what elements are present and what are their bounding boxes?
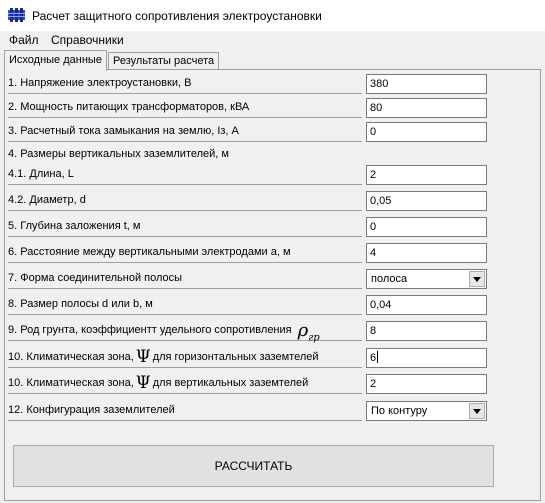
row-vertical-sizes-header: [8, 146, 488, 162]
electrode-distance-label: 6. Расстояние между вертикальными электродами а, м: [8, 242, 362, 263]
configuration-value: По контуру: [371, 405, 428, 417]
menu-bar: [0, 31, 545, 49]
climate-horizontal-label: 10. Климатическая зона, Ψ для горизонтальных заземтелей: [8, 347, 362, 368]
tab-input-data[interactable]: Исходные данные: [4, 50, 107, 71]
strip-shape-label: 7. Форма соединительной полосы: [8, 268, 362, 289]
row-voltage: [8, 73, 488, 94]
soil-type-label: [8, 320, 362, 344]
configuration-label: 12. Конфигурация заземлителей: [8, 400, 362, 421]
menu-file[interactable]: Файл: [9, 33, 39, 47]
vertical-sizes-label: 4. Размеры вертикальных заземлителей, м: [8, 148, 229, 160]
psi-symbol: Ψ: [135, 373, 151, 393]
calculate-button[interactable]: РАССЧИТАТЬ: [13, 445, 494, 487]
row-electrode-distance: [8, 242, 488, 263]
voltage-input[interactable]: [366, 74, 487, 94]
row-climate-vertical: [8, 373, 488, 394]
strip-shape-value: полоса: [371, 273, 408, 285]
diameter-label: 4.2. Диаметр, d: [8, 190, 362, 211]
climate-vertical-input[interactable]: [366, 374, 487, 394]
row-configuration: [8, 400, 488, 421]
row-diameter: [8, 190, 488, 211]
strip-size-label: 8. Размер полосы d или b, м: [8, 294, 362, 315]
row-length: [8, 164, 488, 185]
title-bar: [0, 0, 545, 31]
row-transformer-power: [8, 97, 488, 118]
soil-type-text: 9. Род грунта, коэффициентт удельного сопротивления: [8, 324, 292, 336]
transformer-power-label: 2. Мощность питающих трансформаторов, кВА: [8, 97, 362, 118]
rho-symbol: $\rho_{гр}$: [297, 320, 320, 344]
row-depth: [8, 216, 488, 237]
chevron-down-icon[interactable]: [469, 271, 485, 287]
row-strip-shape: [8, 268, 488, 289]
depth-label: 5. Глубина заложения t, м: [8, 216, 362, 237]
soil-type-input[interactable]: [366, 321, 487, 341]
row-soil-type: [8, 320, 488, 344]
length-label: 4.1. Длина, L: [8, 164, 362, 185]
psi-symbol: Ψ: [135, 347, 151, 367]
depth-input[interactable]: [366, 217, 487, 237]
transformer-power-input[interactable]: [366, 98, 487, 118]
row-climate-horizontal: [8, 347, 488, 368]
tab-strip: [4, 50, 541, 70]
strip-shape-select[interactable]: [366, 269, 487, 289]
length-input[interactable]: [366, 165, 487, 185]
strip-size-input[interactable]: [366, 295, 487, 315]
climate-vertical-label: 10. Климатическая зона, Ψ для вертикальных заземтелей: [8, 373, 362, 394]
electrode-distance-input[interactable]: [366, 243, 487, 263]
text-caret: [377, 351, 378, 363]
row-fault-current: [8, 121, 488, 142]
configuration-select[interactable]: [366, 401, 487, 421]
diameter-input[interactable]: [366, 191, 487, 211]
menu-references[interactable]: Справочники: [51, 33, 124, 47]
tab-results[interactable]: Результаты расчета: [108, 52, 219, 70]
row-strip-size: [8, 294, 488, 315]
chevron-down-icon[interactable]: [469, 403, 485, 419]
window-title: Расчет защитного сопротивления электроустановки: [32, 9, 322, 23]
fault-current-input[interactable]: [366, 122, 487, 142]
climate-horizontal-input[interactable]: 6: [366, 348, 487, 368]
voltage-label: 1. Напряжение электроустановки, В: [8, 73, 362, 94]
app-grid-icon: [8, 8, 25, 22]
fault-current-label: 3. Расчетный тока замыкания на землю, Iз, А: [8, 121, 362, 142]
